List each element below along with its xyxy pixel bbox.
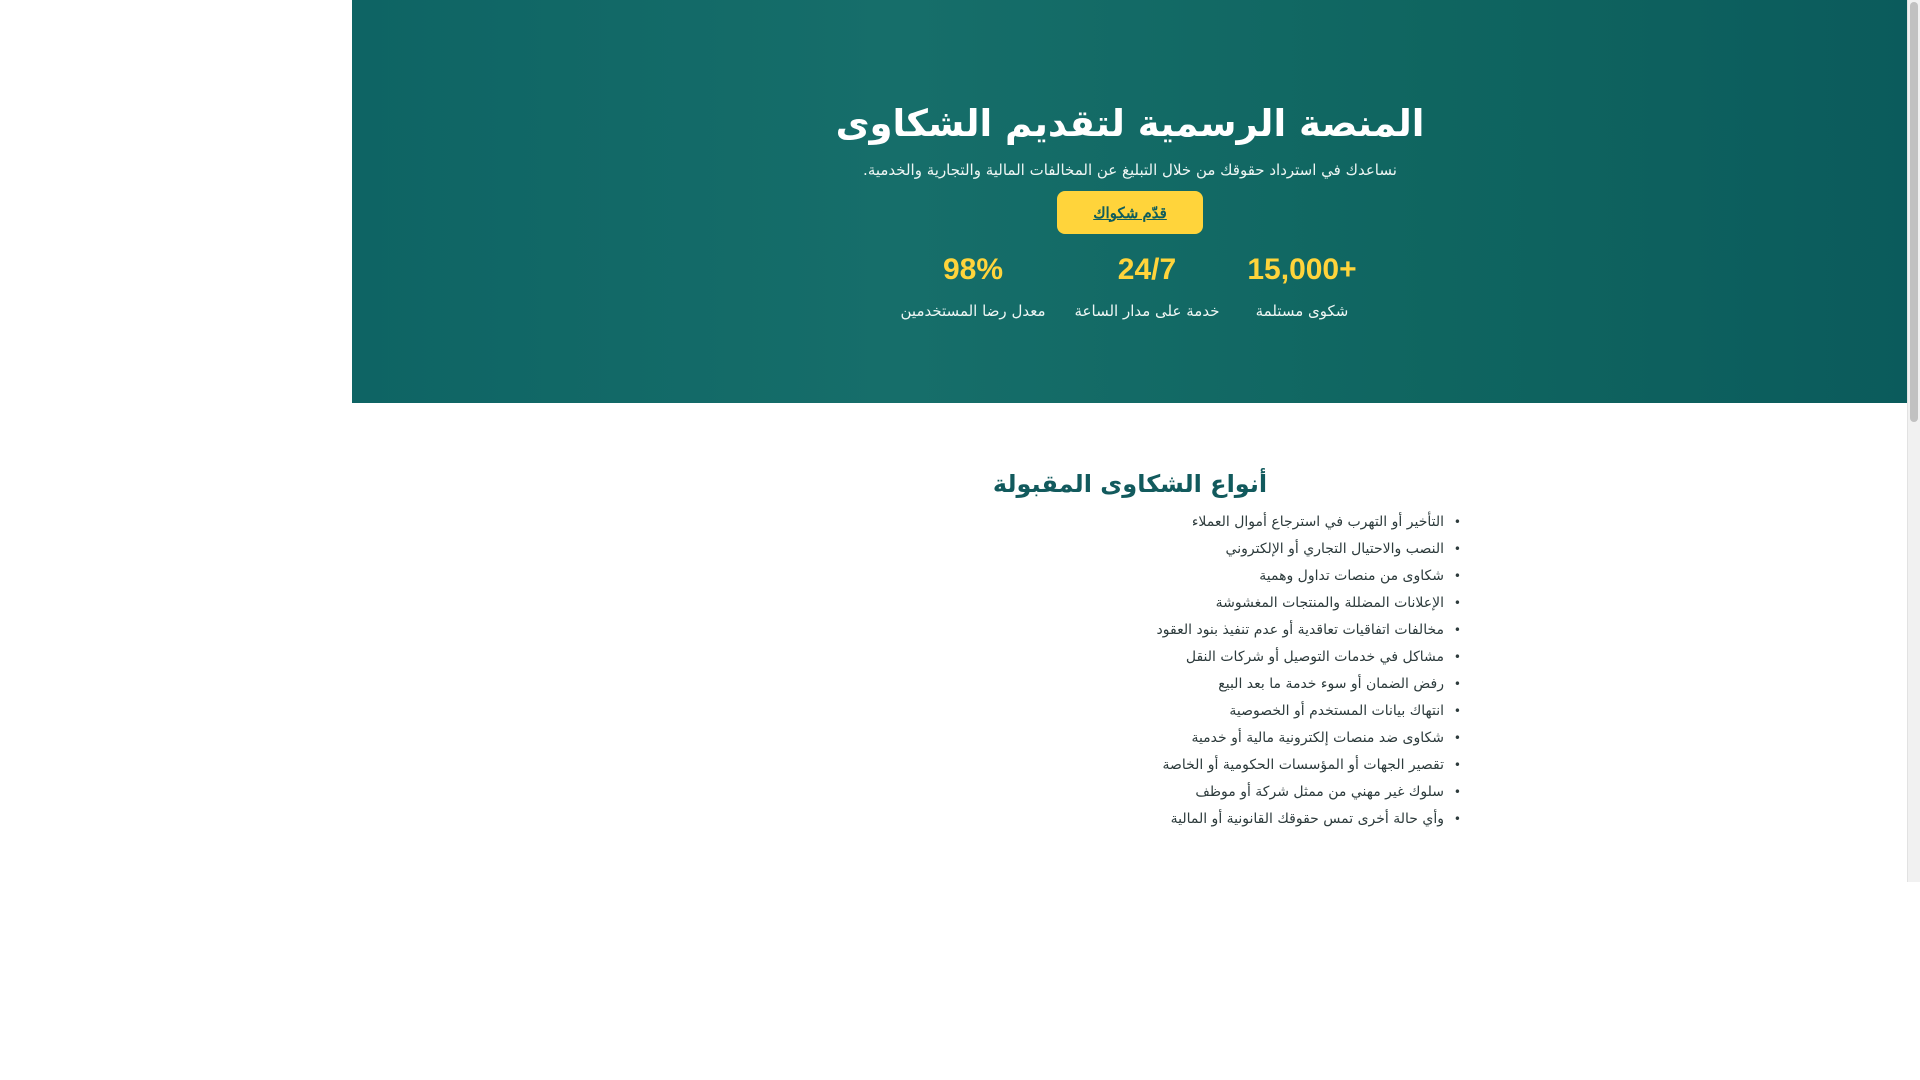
list-item-text: انتهاك بيانات المستخدم أو الخصوصية (1229, 703, 1444, 719)
bullet-icon: • (1453, 515, 1461, 529)
bullet-icon: • (1453, 623, 1461, 637)
vertical-scrollbar[interactable] (1907, 0, 1920, 882)
bullet-icon: • (1453, 812, 1461, 826)
bullet-icon: • (1453, 596, 1461, 610)
complaint-types-title: أنواع الشكاوى المقبولة (992, 470, 1268, 498)
bullet-icon: • (1453, 542, 1461, 556)
hero-subtitle: نساعدك في استرداد حقوقك من خلال التبليغ عن المخالفات المالية والتجارية والخدمية. (863, 161, 1397, 179)
hero-section (352, 0, 1908, 403)
list-item-text: شكاوى من منصات تداول وهمية (1259, 568, 1444, 584)
list-item-text: تقصير الجهات أو المؤسسات الحكومية أو الخاصة (1162, 757, 1444, 773)
list-item (1024, 806, 1461, 833)
bullet-icon: • (1453, 569, 1461, 583)
page (352, 0, 1920, 882)
list-item-text: النصب والاحتيال التجاري أو الإلكتروني (1225, 541, 1444, 557)
list-item-text: رفض الضمان أو سوء خدمة ما بعد البيع (1218, 676, 1444, 692)
stat-label: شكوى مستلمة (1255, 302, 1349, 320)
stat-label: خدمة على مدار الساعة (1074, 302, 1220, 320)
stat-user-satisfaction (897, 250, 1049, 321)
list-item-text: الإعلانات المضللة والمنتجات المغشوشة (1215, 595, 1444, 611)
list-item-text: وأي حالة أخرى تمس حقوقك القانونية أو المالية (1170, 811, 1444, 827)
list-item (1024, 536, 1461, 563)
bullet-icon: • (1453, 650, 1461, 664)
scrollbar-thumb[interactable] (1910, 2, 1918, 422)
list-item (1024, 779, 1461, 806)
list-item (1024, 671, 1461, 698)
bullet-icon: • (1453, 785, 1461, 799)
list-item (1024, 698, 1461, 725)
stat-value: 24/7 (1117, 253, 1177, 286)
list-item (1024, 590, 1461, 617)
bullet-icon: • (1453, 677, 1461, 691)
bullet-icon: • (1453, 704, 1461, 718)
list-item (1024, 644, 1461, 671)
bullet-icon: • (1453, 758, 1461, 772)
list-item (1024, 563, 1461, 590)
stat-value: 98% (942, 253, 1004, 286)
bullet-icon: • (1453, 731, 1461, 745)
complaint-types-list (1024, 509, 1461, 833)
list-item-text: شكاوى ضد منصات إلكترونية مالية أو خدمية (1191, 730, 1444, 746)
list-item (1024, 752, 1461, 779)
stat-value: 15,000+ (1247, 253, 1357, 286)
submit-complaint-button[interactable]: قدّم شكواك (1057, 191, 1203, 234)
list-item-text: مشاكل في خدمات التوصيل أو شركات النقل (1185, 649, 1444, 665)
stat-label: معدل رضا المستخدمين (900, 302, 1046, 320)
list-item-text: مخالفات اتفاقيات تعاقدية أو عدم تنفيذ بنود العقود (1156, 622, 1444, 638)
stat-service-hours (1072, 250, 1222, 321)
stat-complaints-received (1232, 250, 1372, 321)
list-item (1024, 725, 1461, 752)
hero-title: المنصة الرسمية لتقديم الشكاوى (835, 102, 1425, 145)
list-item (1024, 617, 1461, 644)
list-item-text: التأخير أو التهرب في استرجاع أموال العملاء (1191, 514, 1444, 530)
list-item-text: سلوك غير مهني من ممثل شركة أو موظف (1195, 784, 1444, 800)
list-item (1024, 509, 1461, 536)
